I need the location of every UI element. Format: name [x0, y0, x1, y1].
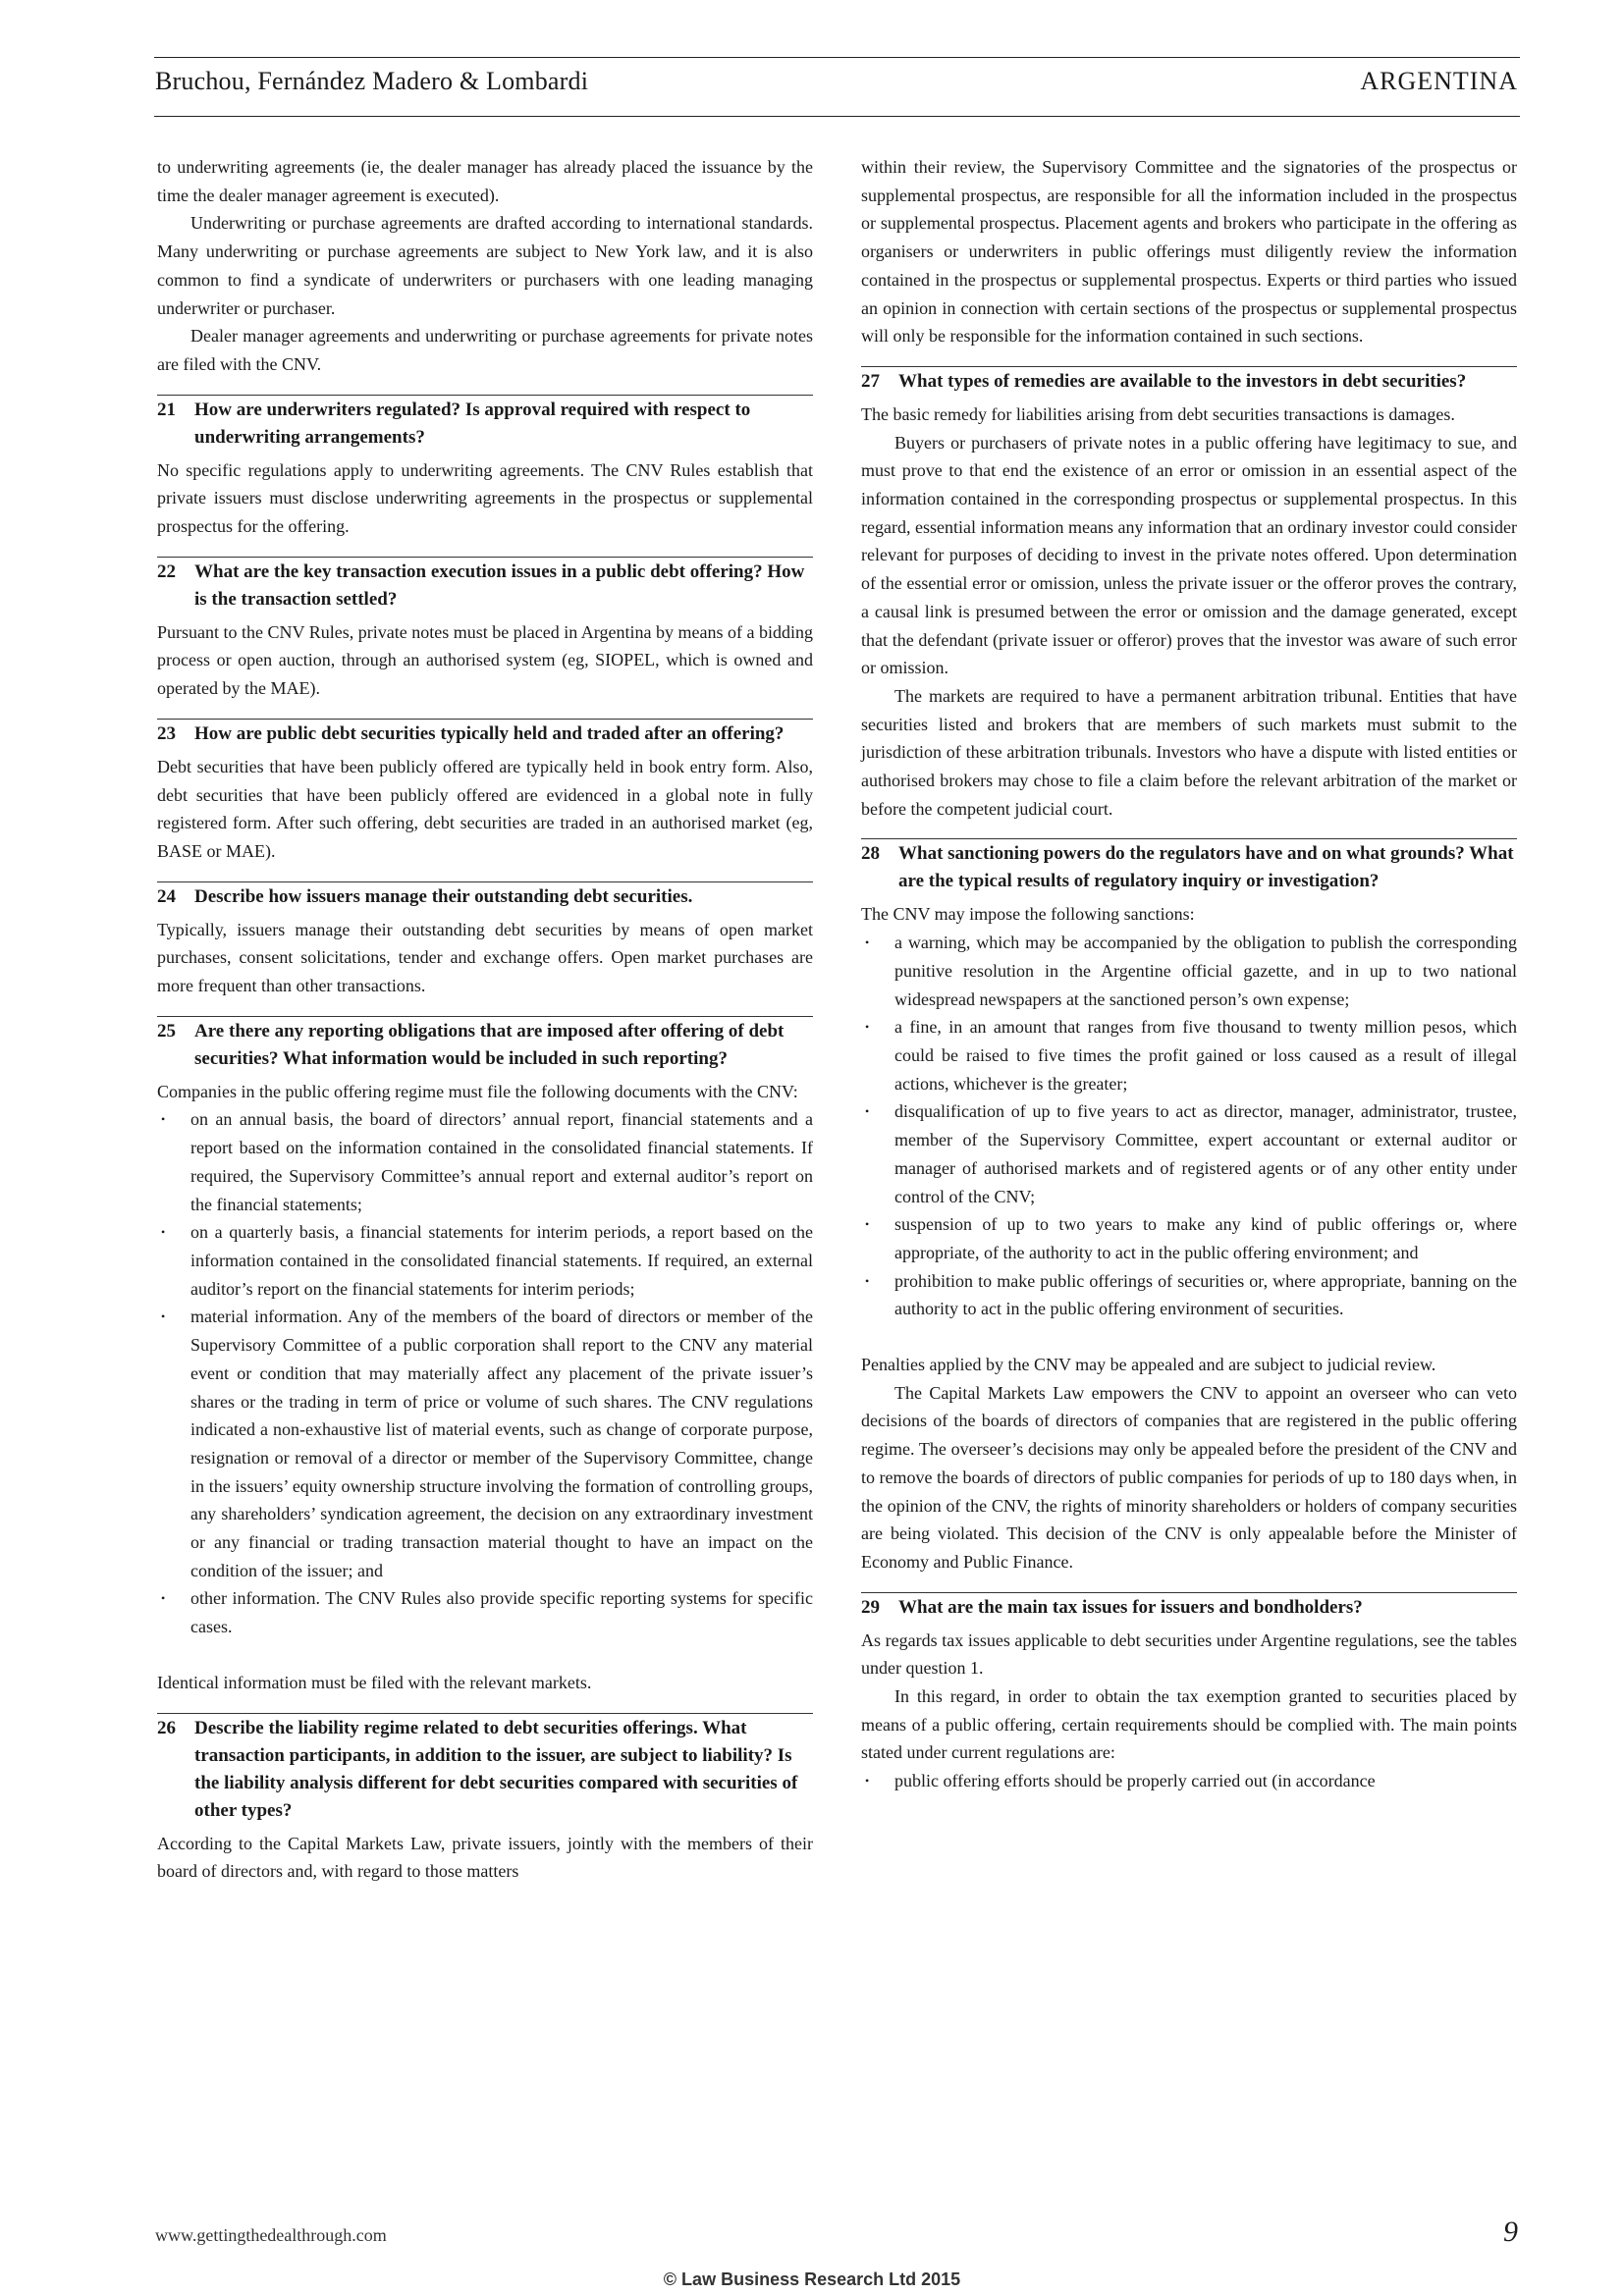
list-item: • a warning, which may be accompanied by the obligation to publish the corresponding punitive resolution in the Argentine official gazette, and in up to two national widespread newspapers at the sanctioned person’s own expense; [861, 929, 1517, 1013]
paragraph: Dealer manager agreements and underwriting or purchase agreements for private notes are filed with the CNV. [157, 326, 813, 374]
question-text: How are public debt securities typically held and traded after an offering? [194, 722, 785, 744]
list-item: • a fine, in an amount that ranges from five thousand to twenty million pesos, which could be raised to five times the profit gained or loss caused as a result of illegal actions, whichever is the greater; [861, 1013, 1517, 1097]
list-item: • suspension of up to two years to make any kind of public offerings or, where appropriate, of the authority to act in the public offering environment; and [861, 1210, 1517, 1266]
footer-url[interactable]: www.gettingthedealthrough.com [155, 2225, 387, 2245]
list-item: • on a quarterly basis, a financial statements for interim periods, a report based on the information contained in the consolidated financial statements. If required, an external auditor’s report on the financial statements for interim periods; [157, 1218, 813, 1303]
header-rule [154, 116, 1520, 117]
bullet-list [861, 929, 1517, 1323]
spacer [861, 1323, 1517, 1351]
question-number: 24 [157, 885, 176, 907]
question-heading [861, 1592, 1517, 1622]
question-text: Describe how issuers manage their outstanding debt securities. [194, 885, 693, 907]
bullet-list [157, 1105, 813, 1640]
left-column [157, 153, 813, 1886]
paragraph: The CNV may impose the following sanctions: [861, 904, 1195, 925]
top-rule [154, 57, 1520, 58]
list-item: • other information. The CNV Rules also provide specific reporting systems for specific cases. [157, 1584, 813, 1640]
copyright-notice: © Law Business Research Ltd 2015 [663, 2269, 961, 2289]
list-item: • on an annual basis, the board of directors’ annual report, financial statements and a report based on the information contained in the consolidated financial statements. If required, the Supervisory Committee’s annual report and external auditor’s report on the financial statements; [157, 1105, 813, 1218]
page-number: 9 [1503, 2216, 1518, 2248]
question-number: 23 [157, 722, 176, 744]
question-heading [157, 1016, 813, 1073]
question-heading [157, 557, 813, 614]
paragraph: No specific regulations apply to underwriting agreements. The CNV Rules establish that private issuers must disclose underwriting agreements in the prospectus or supplemental prospectus for the offering. [157, 459, 813, 537]
paragraph: The markets are required to have a permanent arbitration tribunal. Entities that have securities listed and brokers that are members of such markets must submit to the jurisdiction of these arbitration tribunals. Investors who have a dispute with listed entities or authorised brokers may chose to file a claim before the relevant arbitration of the market or before the competent judicial court. [861, 685, 1517, 819]
list-item: • public offering efforts should be properly carried out (in accordance [861, 1767, 1517, 1795]
paragraph: The basic remedy for liabilities arising from debt securities transactions is damages. [861, 403, 1455, 424]
question-number: 26 [157, 1717, 176, 1738]
paragraph: Identical information must be filed with the relevant markets. [157, 1672, 592, 1692]
paragraph: Companies in the public offering regime must file the following documents with the CNV: [157, 1081, 798, 1101]
question-heading [157, 395, 813, 452]
question-text: What types of remedies are available to the investors in debt securities? [898, 370, 1467, 392]
header-firm-name: Bruchou, Fernández Madero & Lombardi [155, 67, 589, 95]
right-column [861, 153, 1517, 1795]
paragraph: In this regard, in order to obtain the tax exemption granted to securities placed by means of a public offering, certain requirements should be complied with. The main points stated under current regulations are: [861, 1686, 1517, 1763]
paragraph: Buyers or purchasers of private notes in a public offering have legitimacy to sue, and must prove to that end the existence of an error or omission in an essential aspect of the information contained in the corresponding prospectus or supplemental prospectus. In this regard, essential information means any information that an ordinary investor could consider relevant for purposes of deciding to invest in the private notes offered. Upon determination of the essential error or omission, unless the private issuer or the offeror proves the contrary, a causal link is presumed between the error or omission and the damage generated, except that the defendant (private issuer or offeror) proves that the investor was aware of such error or omission. [861, 432, 1517, 678]
question-number: 21 [157, 399, 176, 420]
bullet-list [861, 1767, 1517, 1795]
question-heading [157, 719, 813, 748]
list-item: • disqualification of up to five years to act as director, manager, administrator, trustee, member of the Supervisory Committee, expert accountant or external auditor or manager of authorised markets and of registered agents or of any other entity under control of the CNV; [861, 1097, 1517, 1210]
question-text: How are underwriters regulated? Is approval required with respect to underwriting arrangements? [194, 399, 751, 448]
paragraph: Pursuant to the CNV Rules, private notes must be placed in Argentina by means of a bidding process or open auction, through an authorised system (eg, SIOPEL, which is owned and operated by the MAE). [157, 621, 813, 699]
question-text: Are there any reporting obligations that are imposed after offering of debt securities? What information would be included in such reporting? [194, 1020, 785, 1069]
question-number: 27 [861, 370, 880, 392]
question-heading [861, 838, 1517, 895]
paragraph: The Capital Markets Law empowers the CNV to appoint an overseer who can veto decisions of the boards of directors of companies that are registered in the public offering regime. The overseer’s decisions may only be appealed before the president of the CNV and to remove the boards of directors of public companies for periods of up to 180 days when, in the opinion of the CNV, the rights of minority shareholders or holders of company securities are being violated. This decision of the CNV is only appealable before the Minister of Economy and Public Finance. [861, 1382, 1517, 1572]
question-heading [157, 881, 813, 911]
paragraph: As regards tax issues applicable to debt securities under Argentine regulations, see the tables under question 1. [861, 1629, 1517, 1679]
paragraph: Typically, issuers manage their outstanding debt securities by means of open market purchases, consent solicitations, tender and exchange offers. Open market purchases are more frequent than other transactions. [157, 919, 813, 996]
paragraph: Debt securities that have been publicly offered are typically held in book entry form. Also, debt securities that have been publicly offered are evidenced in a global note in fully registered form. After such offering, debt securities are traded in an authorised market (eg, BASE or MAE). [157, 756, 813, 861]
question-number: 28 [861, 843, 880, 865]
paragraph: According to the Capital Markets Law, private issuers, jointly with the members of their board of directors and, with regard to those matters [157, 1833, 813, 1882]
question-number: 25 [157, 1020, 176, 1041]
paragraph: Penalties applied by the CNV may be appealed and are subject to judicial review. [861, 1355, 1436, 1375]
header-country: ARGENTINA [1360, 67, 1518, 95]
paragraph: Underwriting or purchase agreements are drafted according to international standards. Many underwriting or purchase agreements are subject to New York law, and it is also common to find a syndicate of underwriters or purchasers with one leading managing underwriter or purchaser. [157, 213, 813, 318]
question-number: 22 [157, 561, 176, 582]
list-item: • material information. Any of the members of the board of directors or member of the Supervisory Committee of a public corporation shall report to the CNV any material event or condition that may materially affect any placement of the private issuer’s shares or the trading in term of price or volume of such shares. The CNV regulations indicated a non-exhaustive list of material events, such as change of corporate purpose, resignation or removal of a director or member of the Supervisory Committee, change in the issuers’ equity ownership structure involving the formation of controlling groups, any shareholders’ syndication agreement, the decision on any extraordinary investment or any financial or trading transaction material thought to have an impact on the condition of the issuer; and [157, 1303, 813, 1584]
question-number: 29 [861, 1596, 880, 1618]
question-heading [861, 366, 1517, 396]
paragraph: to underwriting agreements (ie, the dealer manager has already placed the issuance by the time the dealer manager agreement is executed). [157, 157, 813, 205]
spacer [157, 1641, 813, 1669]
list-item: • prohibition to make public offerings of securities or, where appropriate, banning on the authority to act in the public offering environment of securities. [861, 1267, 1517, 1323]
question-text: What are the main tax issues for issuers and bondholders? [898, 1596, 1363, 1618]
paragraph: within their review, the Supervisory Committee and the signatories of the prospectus or supplemental prospectus, are responsible for all the information included in the prospectus or supplemental prospectus. Placement agents and brokers who participate in the offering as organisers or underwriters in public offerings must diligently review the information contained in the prospectus or supplemental prospectus. Experts or third parties who issued an opinion in connection with certain sections of the prospectus or supplemental prospectus will only be responsible for the information contained in such sections. [861, 157, 1517, 347]
question-text: Describe the liability regime related to debt securities offerings. What transaction participants, in addition to the issuer, are subject to liability? Is the liability analysis different for debt securities compared with securities of other types? [194, 1717, 798, 1821]
question-text: What sanctioning powers do the regulators have and on what grounds? What are the typical results of regulatory inquiry or investigation? [898, 843, 1514, 892]
question-heading [157, 1713, 813, 1825]
question-text: What are the key transaction execution issues in a public debt offering? How is the transaction settled? [194, 561, 805, 610]
